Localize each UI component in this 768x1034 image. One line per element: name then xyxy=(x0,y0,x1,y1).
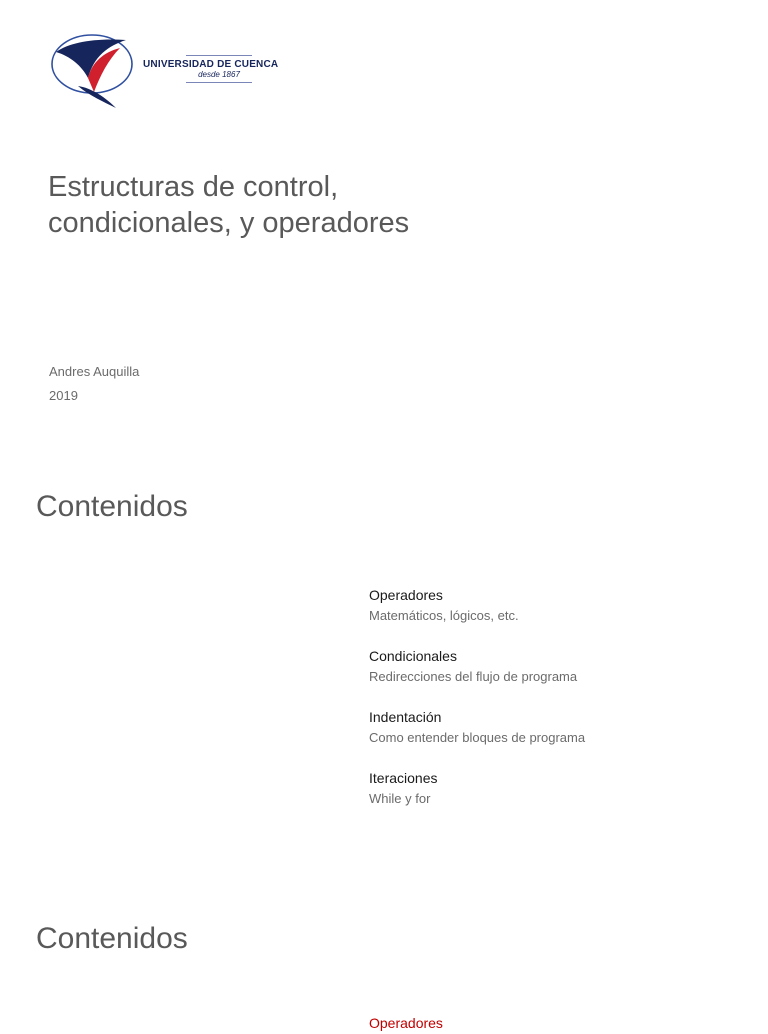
contents-item-condicionales xyxy=(369,645,729,706)
deck-title-line-2: condicionales, y operadores xyxy=(48,207,410,239)
deck-title-line-1: Estructuras de control, xyxy=(48,171,339,203)
author-name: Andres Auquilla xyxy=(49,364,140,379)
author-block xyxy=(49,360,139,408)
contents-item-description: While y for xyxy=(369,791,431,806)
deck-title xyxy=(48,169,688,241)
university-emblem-icon xyxy=(48,26,136,110)
contents-item-operadores xyxy=(369,584,729,645)
contents-title: Contenidos xyxy=(36,490,188,523)
contents-item-indentacion xyxy=(369,706,729,767)
contents-item-highlighted: Operadores xyxy=(369,1015,443,1031)
contents-item-heading: Condicionales xyxy=(369,648,457,664)
author-year: 2019 xyxy=(49,388,78,403)
contents-item-description: Matemáticos, lógicos, etc. xyxy=(369,608,519,623)
university-since: desde 1867 xyxy=(198,70,240,79)
logo-rule-bottom xyxy=(186,82,252,83)
university-logo xyxy=(48,26,298,110)
logo-rule-top xyxy=(186,55,252,56)
contents-list xyxy=(369,584,729,828)
contents-item-heading: Operadores xyxy=(369,587,443,603)
contents-item-heading: Iteraciones xyxy=(369,770,438,786)
contents-item-iteraciones xyxy=(369,767,729,828)
contents-item-description: Redirecciones del flujo de programa xyxy=(369,669,578,684)
university-name: UNIVERSIDAD DE CUENCA xyxy=(143,59,279,70)
contents-item-description: Como entender bloques de programa xyxy=(369,730,586,745)
contents-title-repeat: Contenidos xyxy=(36,922,188,955)
contents-item-heading: Indentación xyxy=(369,709,442,725)
